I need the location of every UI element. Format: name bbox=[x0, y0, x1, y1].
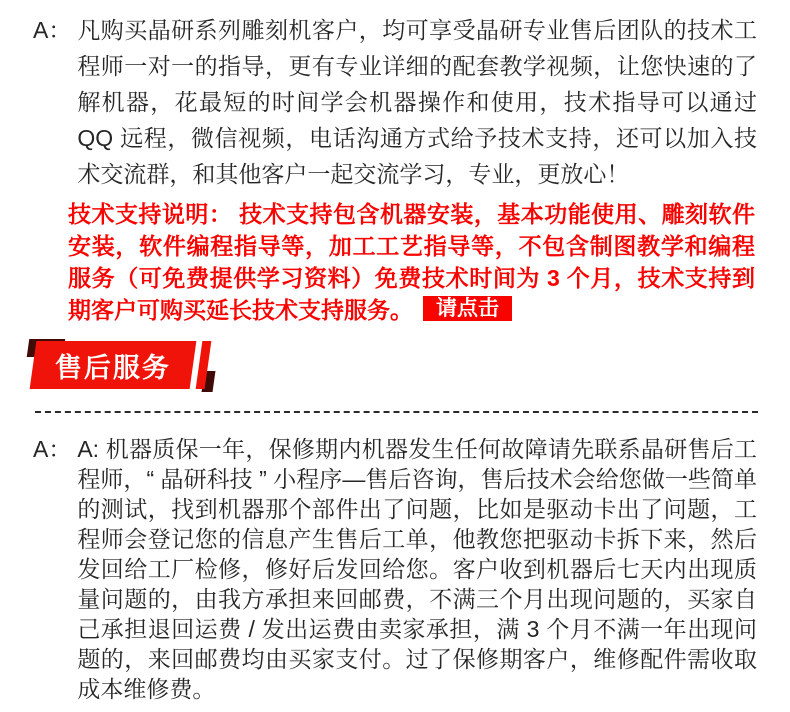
section-banner-after-sales bbox=[27, 339, 217, 391]
qa-block-tech-support bbox=[0, 12, 790, 192]
dashed-divider bbox=[35, 411, 758, 413]
qa1-text: 凡购买晶研系列雕刻机客户，均可享受晶研专业售后团队的技术工程师一对一的指导，更有专业详细的配套教学视频，让您快速的了解机器，花最短的时间学会机器操作和使用，技术指导可以通过 QQ 远程，微信视频，电话沟通方式给予技术支持，还可以加入技术交流群，和其他客户一起交流学习，专业，更放心！ bbox=[77, 17, 757, 187]
qa2-text: A: 机器质保一年，保修期内机器发生任何故障请先联系晶研售后工程师，“ 晶研科技 ” 小程序—售后咨询，售后技术会给您做一些简单的测试，找到机器那个部件出了问题，比如是驱动卡出了问题，工程师会登记您的信息产生售后工单，他教您把驱动卡拆下来，然后发回给工厂检修，修好后发回给您。客户收到机器后七天内出现质量问题的，由我方承担来回邮费，不满三个月出现问题的，买家自己承担退回运费 / 发出运费由卖家承担，满 3 个月不满一年出现问题的，来回邮费均由买家支付。过了保修期客户，维修配件需收取成本维修费。 bbox=[77, 436, 757, 702]
banner-title: 售后服务 bbox=[55, 352, 171, 383]
support-note-text: 技术支持说明： 技术支持包含机器安装，基本功能使用、雕刻软件安装，软件编程指导等，加工工艺指导等，不包含制图教学和编程服务（可免费提供学习资料）免费技术时间为 3 个月，技术支持到期客户可购买延长技术支持服务。 bbox=[68, 201, 755, 323]
support-note bbox=[68, 198, 755, 326]
qa-block-warranty bbox=[0, 434, 790, 704]
qa1-label: A： bbox=[33, 17, 72, 43]
qa2-label: A： bbox=[33, 436, 72, 462]
banner-main-shape bbox=[30, 341, 197, 389]
please-click-button[interactable]: 请点击 bbox=[423, 296, 512, 321]
